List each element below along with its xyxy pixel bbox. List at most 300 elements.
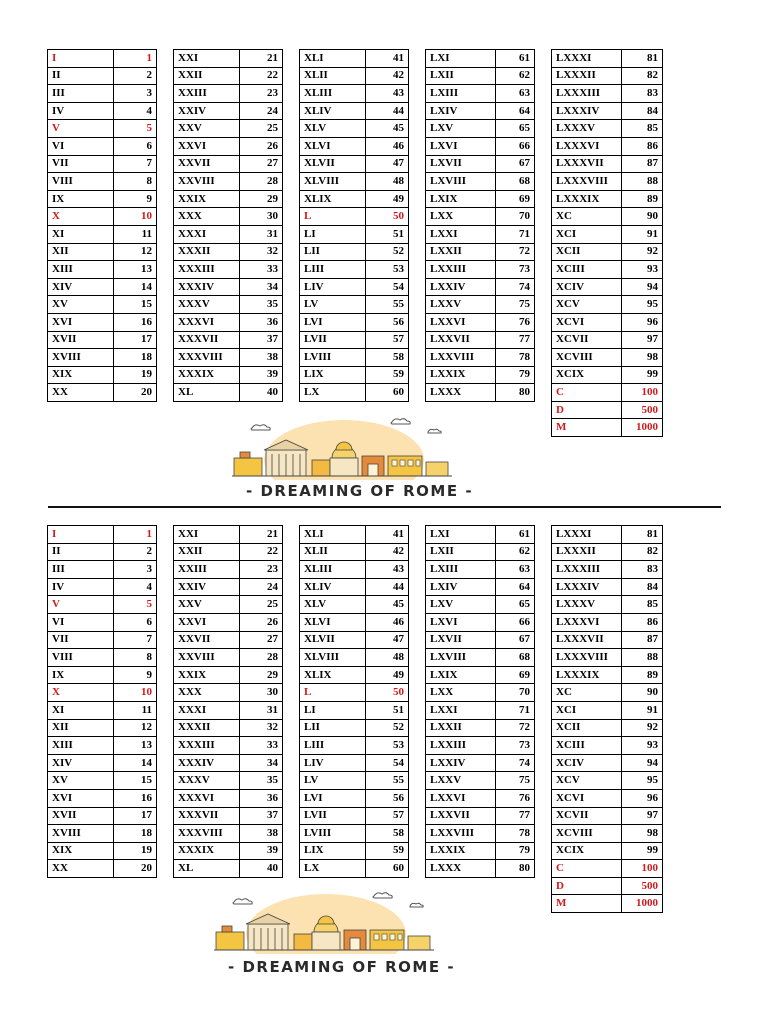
roman-numeral: VIII [48,649,114,667]
roman-numeral: XVII [48,331,114,349]
table-row [426,137,535,155]
arabic-number: 66 [496,137,535,155]
table-row [552,155,663,173]
table-row [48,860,157,878]
arabic-number: 3 [114,561,157,579]
roman-numeral: M [552,895,622,913]
arabic-number: 42 [366,543,409,561]
table-row [300,190,409,208]
table-row [552,331,663,349]
arabic-number: 28 [240,649,283,667]
arabic-number: 95 [622,296,663,314]
arabic-number: 34 [240,278,283,296]
arabic-number: 99 [622,842,663,860]
table-row [552,102,663,120]
table-row [552,173,663,191]
roman-numeral: XLVIII [300,649,366,667]
table-row [48,384,157,402]
table-row [300,102,409,120]
roman-numeral: XXXIV [174,278,240,296]
arabic-number: 78 [496,825,535,843]
table-row [426,225,535,243]
table-row [174,649,283,667]
arabic-number: 68 [496,173,535,191]
arabic-number: 23 [240,561,283,579]
table-row [174,155,283,173]
roman-numeral: LXXX [426,384,496,402]
roman-numeral: XIII [48,261,114,279]
table-row [552,349,663,367]
table-row [552,825,663,843]
roman-numeral: LXXVIII [426,349,496,367]
table-row [552,208,663,226]
table-row [300,296,409,314]
table-row [426,296,535,314]
arabic-number: 35 [240,772,283,790]
roman-numeral: XXVII [174,631,240,649]
table-row [174,578,283,596]
roman-numeral: LXXX [426,860,496,878]
roman-numeral: II [48,543,114,561]
roman-numeral: XXXIV [174,754,240,772]
roman-numeral: VI [48,613,114,631]
table-row [48,789,157,807]
roman-numeral: XXIII [174,561,240,579]
arabic-number: 50 [366,684,409,702]
table-row [426,649,535,667]
roman-numeral: LXXI [426,701,496,719]
roman-numeral: LXIII [426,85,496,103]
roman-numeral: XCVIII [552,349,622,367]
table-41-60 [299,525,409,878]
table-row [426,666,535,684]
arabic-number: 29 [240,666,283,684]
roman-numeral: XXXI [174,225,240,243]
arabic-number: 62 [496,67,535,85]
table-row [426,50,535,68]
table-row [300,208,409,226]
roman-numeral: XXXVI [174,789,240,807]
arabic-number: 5 [114,596,157,614]
roman-numeral: XVII [48,807,114,825]
table-row [426,190,535,208]
roman-numeral: LV [300,772,366,790]
arabic-number: 8 [114,649,157,667]
arabic-number: 3 [114,85,157,103]
table-row [426,789,535,807]
arabic-number: 41 [366,50,409,68]
arabic-number: 96 [622,789,663,807]
arabic-number: 18 [114,825,157,843]
table-row [552,842,663,860]
roman-numeral: XCV [552,296,622,314]
arabic-number: 52 [366,243,409,261]
arabic-number: 86 [622,613,663,631]
table-row [552,807,663,825]
table-row [300,543,409,561]
table-row [300,173,409,191]
arabic-number: 6 [114,613,157,631]
roman-numeral: L [300,208,366,226]
table-row [552,120,663,138]
arabic-number: 73 [496,261,535,279]
table-row [174,137,283,155]
arabic-number: 37 [240,807,283,825]
arabic-number: 96 [622,313,663,331]
roman-numeral: XCII [552,719,622,737]
table-row [426,349,535,367]
table-row [300,331,409,349]
roman-numeral: LXIII [426,561,496,579]
arabic-number: 25 [240,120,283,138]
arabic-number: 82 [622,67,663,85]
table-row [300,860,409,878]
roman-numeral: LXI [426,526,496,544]
arabic-number: 85 [622,596,663,614]
roman-numeral: XXVII [174,155,240,173]
roman-numeral: LXXXII [552,543,622,561]
table-row [552,860,663,878]
arabic-number: 30 [240,208,283,226]
table-21-40 [173,525,283,878]
arabic-number: 72 [496,243,535,261]
table-row [300,666,409,684]
arabic-number: 57 [366,331,409,349]
arabic-number: 74 [496,754,535,772]
roman-numeral: LXXVII [426,331,496,349]
table-row [426,596,535,614]
table-row [552,701,663,719]
roman-numeral: XXXVII [174,807,240,825]
table-row [174,789,283,807]
roman-numeral: XXXIX [174,366,240,384]
table-row [300,842,409,860]
roman-numeral: LVIII [300,349,366,367]
table-1-20 [47,525,157,878]
arabic-number: 91 [622,225,663,243]
arabic-number: 13 [114,737,157,755]
table-row [48,313,157,331]
arabic-number: 31 [240,225,283,243]
roman-numeral: LXXXVII [552,155,622,173]
arabic-number: 46 [366,613,409,631]
table-row [300,313,409,331]
arabic-number: 67 [496,631,535,649]
arabic-number: 58 [366,825,409,843]
roman-numeral: XCIX [552,842,622,860]
arabic-number: 61 [496,50,535,68]
table-61-80 [425,49,535,402]
table-row [48,649,157,667]
roman-numeral: LXXIX [426,366,496,384]
roman-numeral: XVI [48,313,114,331]
arabic-number: 27 [240,155,283,173]
roman-numeral: LII [300,243,366,261]
roman-numeral: LX [300,384,366,402]
table-row [300,561,409,579]
roman-numeral: LXXXVII [552,631,622,649]
roman-numeral: XLVII [300,631,366,649]
roman-numeral: XII [48,243,114,261]
roman-numeral: LIII [300,737,366,755]
arabic-number: 67 [496,155,535,173]
roman-numeral: LXXXIII [552,85,622,103]
table-row [48,366,157,384]
roman-numeral: XXI [174,50,240,68]
table-row [300,701,409,719]
table-row [174,701,283,719]
table-row [174,85,283,103]
table-row [426,578,535,596]
table-row [48,807,157,825]
table-row [48,754,157,772]
roman-numeral: XXXVIII [174,825,240,843]
table-row [426,561,535,579]
arabic-number: 27 [240,631,283,649]
roman-numeral: V [48,120,114,138]
table-row [48,85,157,103]
table-81-1000 [551,525,663,913]
rome-skyline-illustration [232,416,452,480]
table-row [174,349,283,367]
arabic-number: 41 [366,526,409,544]
table-row [552,261,663,279]
table-61-80 [425,525,535,878]
arabic-number: 35 [240,296,283,314]
table-row [426,173,535,191]
arabic-number: 48 [366,173,409,191]
roman-numeral: XI [48,225,114,243]
roman-numeral: LI [300,225,366,243]
roman-numeral: LXXXVI [552,137,622,155]
arabic-number: 59 [366,366,409,384]
table-row [300,789,409,807]
roman-numeral: XXXIX [174,842,240,860]
roman-numeral: LXV [426,596,496,614]
roman-numeral: LIX [300,842,366,860]
arabic-number: 97 [622,807,663,825]
table-row [552,384,663,402]
table-row [426,366,535,384]
table-row [48,526,157,544]
table-row [300,825,409,843]
roman-numeral: XXI [174,526,240,544]
table-row [174,366,283,384]
roman-numeral: XIV [48,754,114,772]
arabic-number: 79 [496,842,535,860]
arabic-number: 98 [622,825,663,843]
table-row [48,120,157,138]
roman-numeral: XCV [552,772,622,790]
roman-numeral: XCI [552,701,622,719]
table-row [174,296,283,314]
roman-numeral: LXVI [426,137,496,155]
roman-numeral: L [300,684,366,702]
roman-numeral: LXXVIII [426,825,496,843]
table-row [552,526,663,544]
arabic-number: 52 [366,719,409,737]
roman-numeral: XCIII [552,261,622,279]
arabic-number: 80 [496,860,535,878]
arabic-number: 21 [240,526,283,544]
arabic-number: 40 [240,860,283,878]
arabic-number: 84 [622,578,663,596]
roman-numeral: LXXI [426,225,496,243]
table-row [48,155,157,173]
table-row [552,877,663,895]
arabic-number: 77 [496,807,535,825]
table-row [174,208,283,226]
roman-numeral: X [48,684,114,702]
arabic-number: 64 [496,578,535,596]
arabic-number: 26 [240,137,283,155]
roman-numeral: LXII [426,67,496,85]
arabic-number: 84 [622,102,663,120]
arabic-number: 7 [114,631,157,649]
arabic-number: 47 [366,155,409,173]
arabic-number: 16 [114,313,157,331]
table-row [552,543,663,561]
table-row [174,754,283,772]
roman-numeral: LXXXIX [552,666,622,684]
roman-numeral: V [48,596,114,614]
roman-numeral: LXVI [426,613,496,631]
arabic-number: 22 [240,543,283,561]
table-row [552,719,663,737]
roman-numeral: XXV [174,596,240,614]
table-row [48,190,157,208]
table-row [174,120,283,138]
roman-numeral: LXXXV [552,596,622,614]
arabic-number: 63 [496,561,535,579]
arabic-number: 32 [240,719,283,737]
roman-numeral: XLII [300,543,366,561]
table-row [300,596,409,614]
roman-numeral: XLIV [300,102,366,120]
arabic-number: 94 [622,278,663,296]
table-row [552,401,663,419]
roman-numeral: XX [48,384,114,402]
arabic-number: 8 [114,173,157,191]
roman-numeral: XIX [48,842,114,860]
arabic-number: 55 [366,296,409,314]
table-row [300,526,409,544]
roman-numeral: LXXIII [426,737,496,755]
arabic-number: 39 [240,366,283,384]
table-row [174,225,283,243]
arabic-number: 19 [114,842,157,860]
table-row [552,190,663,208]
rome-skyline-illustration [214,890,434,954]
roman-numeral: XLVI [300,613,366,631]
table-row [552,737,663,755]
arabic-number: 62 [496,543,535,561]
arabic-number: 100 [622,860,663,878]
table-row [426,155,535,173]
arabic-number: 76 [496,313,535,331]
arabic-number: 64 [496,102,535,120]
arabic-number: 1 [114,50,157,68]
arabic-number: 14 [114,754,157,772]
roman-numeral: XLIX [300,666,366,684]
roman-numeral: XXIX [174,190,240,208]
roman-numeral: XII [48,719,114,737]
roman-numeral: XXXV [174,296,240,314]
arabic-number: 59 [366,842,409,860]
roman-numeral: LXXIV [426,278,496,296]
arabic-number: 38 [240,825,283,843]
arabic-number: 69 [496,666,535,684]
roman-numeral: XLIX [300,190,366,208]
roman-numeral: LIII [300,261,366,279]
arabic-number: 71 [496,225,535,243]
page-divider [48,506,721,508]
roman-numeral: XXXVI [174,313,240,331]
table-row [48,278,157,296]
arabic-number: 91 [622,701,663,719]
roman-numeral: LXII [426,543,496,561]
roman-numeral: LXXXVIII [552,173,622,191]
arabic-number: 75 [496,772,535,790]
arabic-number: 46 [366,137,409,155]
arabic-number: 95 [622,772,663,790]
roman-numeral: XXXIII [174,737,240,755]
table-row [300,50,409,68]
arabic-number: 28 [240,173,283,191]
table-row [426,825,535,843]
roman-numeral: VIII [48,173,114,191]
arabic-number: 20 [114,384,157,402]
arabic-number: 56 [366,789,409,807]
arabic-number: 93 [622,261,663,279]
roman-numeral: LXXIII [426,261,496,279]
table-row [300,67,409,85]
roman-numeral: II [48,67,114,85]
arabic-number: 94 [622,754,663,772]
arabic-number: 56 [366,313,409,331]
table-row [174,684,283,702]
roman-numeral: VI [48,137,114,155]
table-row [426,631,535,649]
arabic-number: 90 [622,208,663,226]
table-row [300,137,409,155]
table-row [426,67,535,85]
roman-numeral: LXXXIV [552,102,622,120]
roman-numeral: LX [300,860,366,878]
arabic-number: 60 [366,384,409,402]
table-row [426,384,535,402]
table-row [300,737,409,755]
roman-numeral: XXVIII [174,173,240,191]
roman-numeral: LXXIX [426,842,496,860]
arabic-number: 36 [240,789,283,807]
table-row [48,331,157,349]
roman-numeral: XCVIII [552,825,622,843]
arabic-number: 83 [622,561,663,579]
table-row [300,631,409,649]
arabic-number: 70 [496,208,535,226]
brand-title: - DREAMING OF ROME - [246,482,474,500]
arabic-number: 69 [496,190,535,208]
table-row [48,842,157,860]
roman-numeral: XI [48,701,114,719]
table-row [300,155,409,173]
arabic-number: 54 [366,754,409,772]
arabic-number: 92 [622,719,663,737]
roman-numeral: LXV [426,120,496,138]
roman-numeral: LXI [426,50,496,68]
roman-numeral: III [48,85,114,103]
